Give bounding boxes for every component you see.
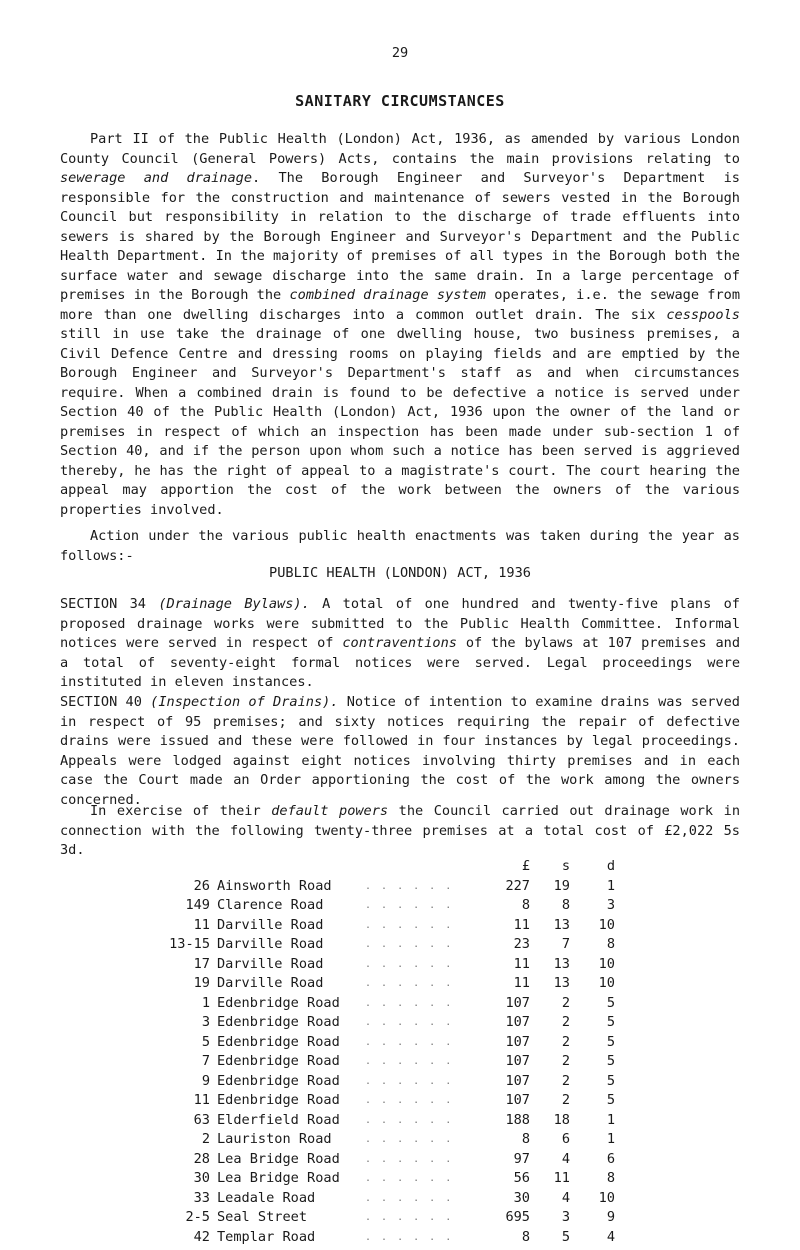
cost-pounds: 11	[513, 916, 530, 933]
leader-dots: . . . . . .	[365, 1056, 454, 1067]
leader-dots: . . . . . .	[365, 900, 454, 911]
street-name: Darville Road	[217, 975, 324, 991]
cost-shillings: 2	[561, 994, 570, 1011]
cost-shillings: 7	[561, 936, 570, 952]
section-34-paragraph: SECTION 34 (Drainage Bylaws). A total of one hundred and twenty-five plans of proposed drainage works were submitted to the Public Health Committee. Informal notices were served in respect of contraventions of the bylaws at 107 premises and a total of seventy-eight formal notices were served. Legal proceedings were instituted in eleven instances.	[60, 596, 741, 690]
premises-number: 7	[201, 1053, 210, 1069]
street-name: Elderfield Road	[217, 1111, 340, 1128]
cost-shillings: 2	[561, 1092, 570, 1108]
default-powers-paragraph: In exercise of their default powers the Council carried out drainage work in connection with the following twenty-three premises at a total cost of £2,022 5s 3d.	[60, 803, 740, 858]
table-row	[60, 1013, 740, 1033]
leader-dots: . . . . . .	[365, 1153, 454, 1165]
leader-dots: . . . . . .	[365, 1231, 454, 1243]
premises-number: 149	[185, 897, 210, 913]
cost-shillings: 19	[553, 877, 570, 894]
premises-number: 11	[193, 1092, 210, 1108]
cost-shillings: 18	[553, 1111, 570, 1128]
premises-number: 17	[193, 955, 210, 972]
cost-pence: 1	[606, 1131, 615, 1147]
table-row	[60, 955, 740, 975]
leader-dots: . . . . . .	[365, 1017, 454, 1028]
premises-number: 30	[193, 1170, 210, 1186]
cost-shillings: 13	[553, 916, 570, 933]
table-row	[60, 1169, 740, 1189]
pence-header: d	[606, 858, 615, 874]
leader-dots: . . . . . .	[365, 997, 454, 1009]
street-name: Edenbridge Road	[217, 1053, 340, 1069]
premises-number: 42	[193, 1228, 210, 1245]
cost-pence: 9	[606, 1209, 615, 1225]
cost-pounds: 188	[505, 1111, 530, 1128]
table-header-row	[60, 857, 740, 877]
leader-dots: . . . . . .	[365, 958, 454, 970]
cost-pence: 8	[606, 1170, 615, 1186]
table-row	[60, 1130, 740, 1150]
cost-pence: 1	[606, 1111, 615, 1128]
cost-pounds: 107	[505, 1072, 530, 1089]
page-number: 29	[391, 45, 409, 61]
cost-pence: 5	[606, 994, 615, 1011]
premises-number: 33	[193, 1189, 210, 1206]
table-row	[60, 877, 740, 897]
action-paragraph: Action under the various public health enactments was taken during the year as follows:-	[60, 528, 740, 564]
leader-dots: . . . . . .	[365, 1192, 454, 1204]
table-row	[60, 1150, 740, 1170]
cost-shillings: 2	[561, 1033, 570, 1050]
cost-shillings: 6	[561, 1131, 570, 1147]
cost-pounds: 8	[521, 897, 530, 913]
premises-number: 9	[201, 1072, 210, 1089]
premises-number: 1	[201, 994, 210, 1011]
premises-number: 3	[201, 1014, 210, 1030]
cost-pounds: 8	[521, 1228, 530, 1245]
cost-pounds: 30	[513, 1189, 530, 1206]
table-row	[60, 896, 740, 916]
cost-shillings: 2	[561, 1053, 570, 1069]
cost-shillings: 4	[561, 1189, 570, 1206]
shillings-header: s	[561, 858, 570, 874]
leader-dots: . . . . . .	[365, 1212, 454, 1223]
leader-dots: . . . . . .	[365, 880, 454, 892]
table-row	[60, 935, 740, 955]
cost-pence: 8	[606, 936, 615, 952]
leader-dots: . . . . . .	[365, 1036, 454, 1048]
section-40-paragraph: SECTION 40 (Inspection of Drains). Notice of intention to examine drains was served in respect of 95 premises; and sixty notices requiring the repair of defective drains were issued and these were followed in four instances by legal proceedings. Appeals were lodged against eight notices involving thirty premises and in each case the Court made an Order apportioning the cost of the work among the owners concerned.	[60, 694, 740, 808]
premises-number: 26	[193, 877, 210, 894]
leader-dots: . . . . . .	[365, 919, 454, 931]
cost-pounds: 11	[513, 975, 530, 991]
cost-pence: 5	[606, 1053, 615, 1069]
pounds-header: £	[521, 858, 530, 874]
leader-dots: . . . . . .	[365, 978, 454, 989]
cost-pence: 4	[606, 1228, 615, 1245]
cost-pounds: 695	[505, 1209, 530, 1225]
table-row	[60, 916, 740, 936]
leader-dots: . . . . . .	[365, 1173, 454, 1184]
street-name: Edenbridge Road	[217, 1014, 340, 1030]
page-title: SANITARY CIRCUMSTANCES	[295, 92, 505, 110]
table-row	[60, 994, 740, 1014]
cost-pounds: 97	[513, 1150, 530, 1167]
cost-pence: 5	[606, 1072, 615, 1089]
cost-shillings: 13	[553, 955, 570, 972]
cost-pounds: 23	[513, 936, 530, 952]
table-row	[60, 1033, 740, 1053]
street-name: Edenbridge Road	[217, 1033, 340, 1050]
street-name: Seal Street	[217, 1209, 308, 1225]
premises-number: 13-15	[169, 936, 210, 952]
act-heading: PUBLIC HEALTH (LONDON) ACT, 1936	[269, 565, 531, 581]
leader-dots: . . . . . .	[365, 1075, 454, 1087]
cost-pounds: 107	[505, 1014, 530, 1030]
street-name: Lauriston Road	[217, 1131, 332, 1147]
cost-pence: 1	[606, 877, 615, 894]
intro-paragraph: Part II of the Public Health (London) Act, 1936, as amended by various London County Council (General Powers) Acts, contains the main provisions relating to sewerage and drainage. The Borough Engineer and Surveyor's Department is responsible for the construction and maintenance of sewers vested in the Borough Council but responsibility in relation to the discharge of trade effluents into sewers is shared by the Borough Engineer and Surveyor's Department and the Public Health Department. In the majority of premises of all types in the Borough both the surface water and sewage discharge into the same drain. In a large percentage of premises in the Borough the combined drainage system operates, i.e. the sewage from more than one dwelling discharges into a common outlet drain. The six cesspools still in use take the drainage of one dwelling house, two business premises, a Civil Defence Centre and dressing rooms on playing fields and are emptied by the Borough Engineer and Surveyor's Department's staff as and when circumstances require. When a combined drain is found to be defective a notice is served under Section 40 of the Public Health (London) Act, 1936 upon the owner of the land or premises in respect of which an inspection has been made under sub-section 1 of Section 40, and if the person upon whom such a notice has been served is aggrieved thereby, he has the right of appeal to a magistrate's court. The court hearing the appeal may apportion the cost of the work between the owners of the various properties involved.	[60, 131, 741, 518]
street-name: Darville Road	[217, 916, 324, 933]
cost-shillings: 13	[553, 975, 570, 991]
table-row	[60, 1091, 740, 1111]
cost-shillings: 2	[561, 1014, 570, 1030]
table-row	[60, 1052, 740, 1072]
cost-pounds: 107	[505, 1033, 530, 1050]
cost-pence: 10	[598, 975, 615, 991]
leader-dots: . . . . . .	[365, 1114, 454, 1126]
premises-number: 11	[193, 916, 210, 933]
table-row	[60, 1072, 740, 1092]
leader-dots: . . . . . .	[365, 1095, 454, 1106]
street-name: Edenbridge Road	[217, 1092, 340, 1108]
street-name: Leadale Road	[217, 1189, 316, 1206]
cost-pounds: 227	[505, 877, 530, 894]
cost-pounds: 56	[513, 1170, 530, 1186]
cost-pounds: 11	[513, 955, 530, 972]
cost-shillings: 2	[561, 1072, 570, 1089]
leader-dots: . . . . . .	[365, 1134, 454, 1145]
premises-number: 2	[201, 1131, 210, 1147]
table-row	[60, 1208, 740, 1228]
cost-pence: 5	[606, 1014, 615, 1030]
cost-shillings: 11	[553, 1170, 570, 1186]
street-name: Lea Bridge Road	[217, 1170, 340, 1186]
drainage-cost-table	[60, 857, 740, 1247]
premises-number: 63	[193, 1111, 210, 1128]
premises-number: 28	[193, 1150, 210, 1167]
premises-number: 19	[193, 975, 210, 991]
cost-pence: 3	[606, 897, 615, 913]
table-row	[60, 1189, 740, 1209]
table-row	[60, 974, 740, 994]
street-name: Templar Road	[217, 1228, 316, 1245]
street-name: Darville Road	[217, 955, 324, 972]
cost-pounds: 107	[505, 994, 530, 1011]
cost-shillings: 4	[561, 1150, 570, 1167]
cost-pence: 10	[598, 955, 615, 972]
cost-shillings: 8	[561, 897, 570, 913]
leader-dots: . . . . . .	[365, 939, 454, 950]
table-row	[60, 1111, 740, 1131]
cost-shillings: 5	[561, 1228, 570, 1245]
premises-number: 5	[201, 1033, 210, 1050]
cost-pence: 10	[598, 1189, 615, 1206]
street-name: Darville Road	[217, 936, 324, 952]
street-name: Clarence Road	[217, 897, 324, 913]
street-name: Edenbridge Road	[217, 1072, 340, 1089]
street-name: Ainsworth Road	[217, 877, 332, 894]
cost-pounds: 107	[505, 1053, 530, 1069]
premises-number: 2-5	[185, 1209, 210, 1225]
street-name: Lea Bridge Road	[217, 1150, 340, 1167]
cost-pence: 10	[598, 916, 615, 933]
cost-pence: 5	[606, 1033, 615, 1050]
cost-pounds: 8	[521, 1131, 530, 1147]
cost-pence: 6	[606, 1150, 615, 1167]
street-name: Edenbridge Road	[217, 994, 340, 1011]
table-row	[60, 1228, 740, 1248]
cost-pounds: 107	[505, 1092, 530, 1108]
cost-pence: 5	[606, 1092, 615, 1108]
cost-shillings: 3	[561, 1209, 570, 1225]
